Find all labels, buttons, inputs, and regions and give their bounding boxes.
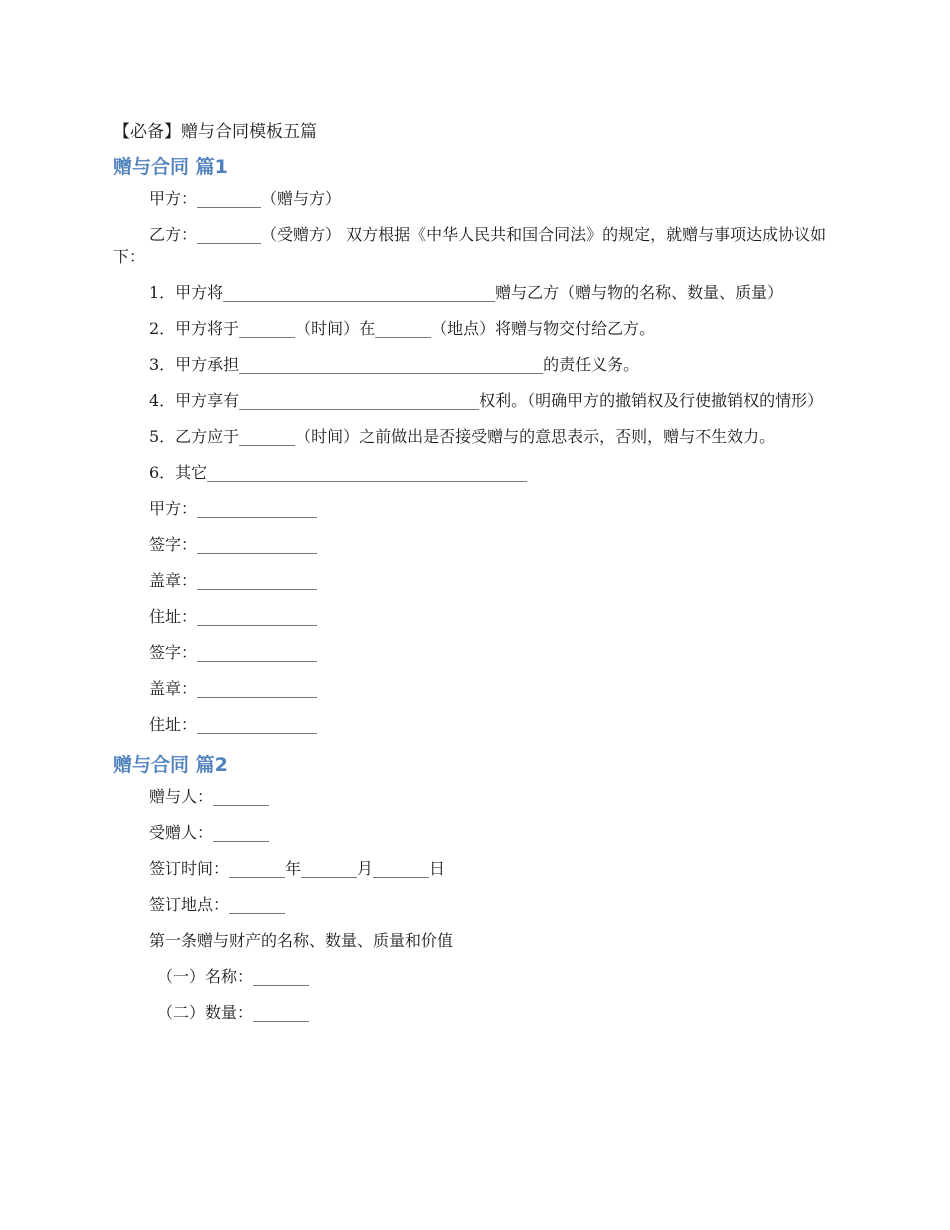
party-a-line: 甲方：________（赠与方）	[149, 189, 342, 208]
clause-5: 5．乙方应于_______（时间）之前做出是否接受赠与的意思表示，否则，赠与不生效力。	[149, 427, 776, 446]
clause-4: 4．甲方享有______________________________权利。（明确甲方的撤销权及行使撤销权的情形）	[149, 391, 824, 410]
section-heading-2: 赠与合同 篇2	[113, 754, 228, 776]
signature-seal-2: 盖章：_______________	[149, 679, 318, 698]
clause-1: 1．甲方将__________________________________赠与乙方（赠与物的名称、数量、质量）	[149, 283, 784, 302]
signature-sign-2: 签字：_______________	[149, 643, 318, 662]
signature-sign-1: 签字：_______________	[149, 535, 318, 554]
signing-date-line: 签订时间：_______年_______月_______日	[149, 859, 446, 878]
party-b-line: 乙方：________（受赠方） 双方根据《中华人民共和国合同法》的规定，就赠与事项达成协议如下：	[113, 225, 827, 266]
donee-line: 受赠人：_______	[149, 823, 270, 842]
signing-place-line: 签订地点：_______	[149, 895, 286, 914]
clause-2: 2．甲方将于_______（时间）在_______（地点）将赠与物交付给乙方。	[149, 319, 656, 338]
signature-seal-1: 盖章：_______________	[149, 571, 318, 590]
article-1-title: 第一条赠与财产的名称、数量、质量和价值	[149, 931, 454, 950]
clause-3: 3．甲方承担______________________________________的责任义务。	[149, 355, 640, 374]
signature-party-a: 甲方：_______________	[149, 499, 318, 518]
article-1-item-name: （一）名称：_______	[157, 967, 310, 986]
article-1-item-quantity: （二）数量：_______	[157, 1003, 310, 1022]
clause-6: 6．其它________________________________________	[149, 463, 528, 482]
document-title: 【必备】赠与合同模板五篇	[113, 122, 317, 142]
donor-line: 赠与人：_______	[149, 787, 270, 806]
signature-address-1: 住址：_______________	[149, 607, 318, 626]
signature-address-2: 住址：_______________	[149, 715, 318, 734]
section-heading-1: 赠与合同 篇1	[113, 156, 228, 178]
document-page	[113, 120, 841, 1038]
